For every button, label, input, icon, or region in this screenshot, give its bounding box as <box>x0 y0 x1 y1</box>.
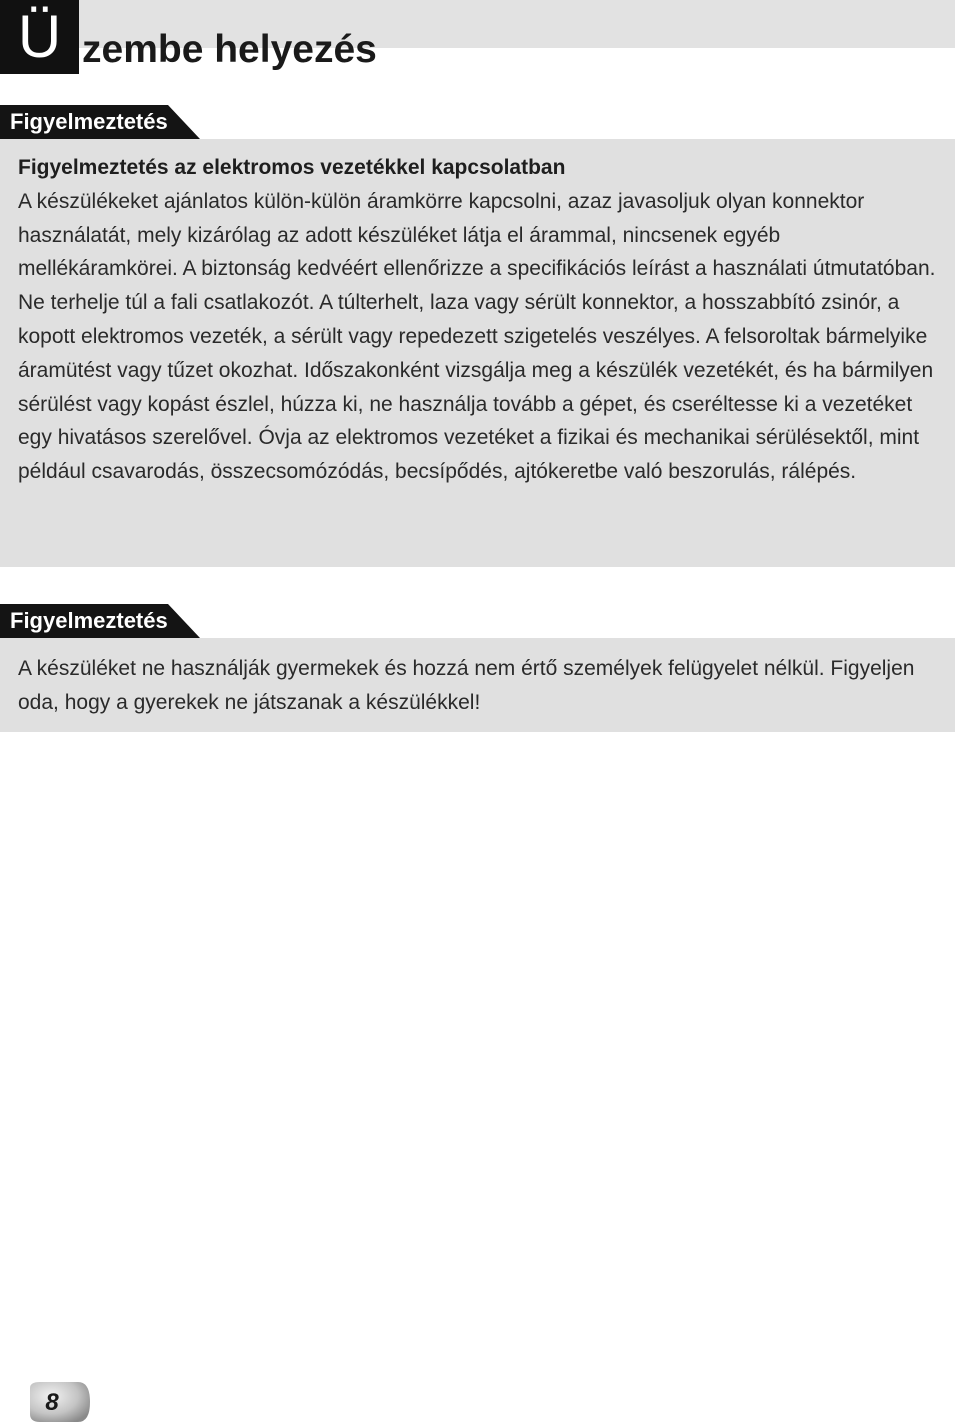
paragraph: Ne terhelje túl a fali csatlakozót. A túlterhelt, laza vagy sérült konnektor, a hosszabbító zsinór, a kopott elektromos vezeték, a sérült vagy repedezett szigetelés veszélyes. A felsoroltak bármelyike áramütést vagy tűzet okozhat. Időszakonként vizsgálja meg a készülék vezetékét, és ha bármilyen sérülést vagy kopást észlel, húzza ki, ne használja tovább a gépet, és cseréltesse ki a vezetéket egy hivatásos szerelővel. Óvja az elektromos vezetéket a fizikai és mechanikai sérülésektől, mint például csavarodás, összecsomózódás, becsípődés, ajtókeretbe való beszorulás, rálépés. <box>18 291 934 484</box>
paragraph: A készülékeket ajánlatos külön-külön áramkörre kapcsolni, azaz javasoljuk olyan konnektor használatát, mely kizárólag az adott készüléket látja el árammal, nincsenek egyéb mellékáramkörei. A biztonság kedvéért ellenőrizze a specifikációs leírást a használati útmutatóban. <box>18 189 936 281</box>
warning-tab-1 <box>0 105 200 139</box>
section-heading: Figyelmeztetés az elektromos vezetékkel kapcsolatban <box>18 156 566 179</box>
title-initial-box <box>0 0 79 74</box>
title-initial: Ü <box>17 3 62 70</box>
warning-panel-2 <box>0 638 955 732</box>
warning-panel-1 <box>0 139 955 567</box>
warning-tab-label: Figyelmeztetés <box>10 608 168 633</box>
warning-tab-label: Figyelmeztetés <box>10 109 168 134</box>
page-title: zembe helyezés <box>82 28 377 72</box>
warning-tab-2 <box>0 604 200 638</box>
paragraph: A készüléket ne használják gyermekek és hozzá nem értő személyek felügyelet nélkül. Figyeljen oda, hogy a gyerekek ne játszanak a készülékkel! <box>18 657 915 714</box>
page-number: 8 <box>45 1389 59 1416</box>
page-number-badge <box>26 1380 92 1424</box>
